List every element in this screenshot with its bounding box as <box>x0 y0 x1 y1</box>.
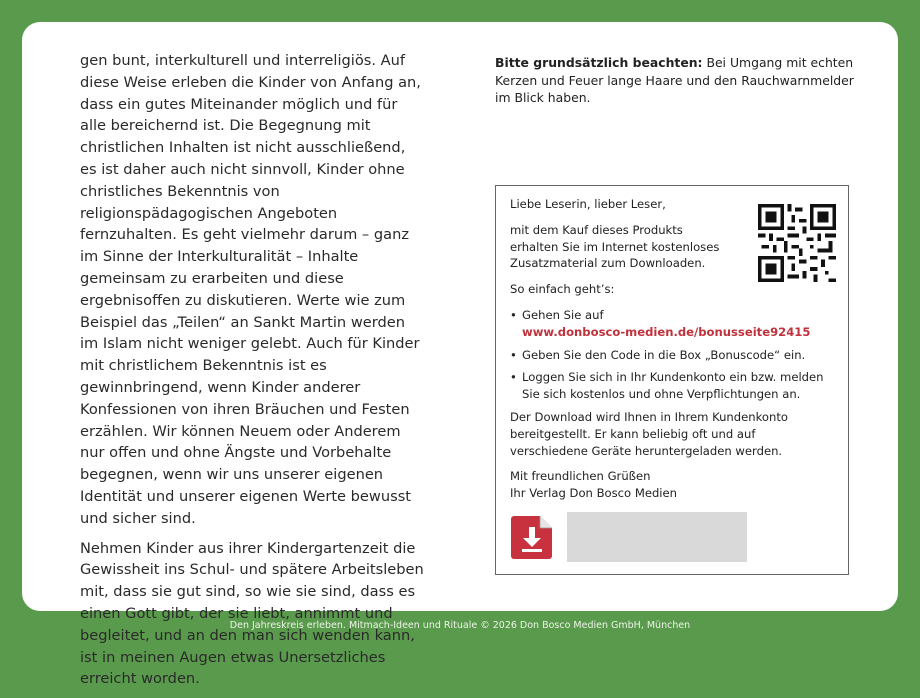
page-footer: Den Jahreskreis erleben. Mitmach-Ideen und Rituale © 2026 Don Bosco Medien GmbH, München <box>229 620 691 631</box>
download-file-icon[interactable] <box>510 514 554 560</box>
list-item <box>510 369 830 403</box>
bonus-url-link[interactable]: www.donbosco-medien.de/bonusseite92415 <box>522 324 811 339</box>
bullet-glyph: • <box>510 307 517 322</box>
intro-text: mit dem Kauf dieses Produkts erhalten Sie im Internet kostenloses Zusatzmaterial zum Downloaden. <box>510 222 720 271</box>
step-text: Loggen Sie sich in Ihr Kundenkonto ein bzw. melden Sie sich kostenlos und ohne Verpflichtungen an. <box>522 370 824 402</box>
info-text: Der Download wird Ihnen in Ihrem Kundenkonto bereitgestellt. Er kann beliebig oft und auf verschiedene Geräte heruntergeladen werden. <box>510 409 789 458</box>
main-text-column <box>80 50 426 698</box>
closing-text: Mit freundlichen Grüßen <box>510 469 651 484</box>
signature-text: Ihr Verlag Don Bosco Medien <box>510 486 678 501</box>
step-text: Geben Sie den Code in die Box „Bonuscode“ ein. <box>522 347 806 362</box>
body-paragraph: Nehmen Kinder aus ihrer Kindergartenzeit die Gewissheit ins Schul- und spätere Arbeitsleben mit, dass sie gut sind, so wie sie sind, dass es einen Gott gibt, der sie liebt, annimmt und begleitet, und an den man sich wenden kann, ist in meinen Augen etwas Unersetzliches erreicht worden. <box>80 539 424 688</box>
body-paragraph: gen bunt, interkulturell und interreligiös. Auf diese Weise erleben die Kinder von Anfang an, dass ein gutes Miteinander möglich und für alle bereichernd ist. Die Begegnung mit christlichen Inhalten ist nicht ausschließend, es ist daher auch nicht sinnvoll, Kinder ohne christliches Bekenntnis von religionspädagogischen Angeboten fernzuhalten. Es geht vielmehr darum – ganz im Sinne der Interkulturalität – Inhalte gemeinsam zu erarbeiten und diese ergebnisoffen zu diskutieren. Werte wie zum Beispiel das „Teilen“ an Sankt Martin werden im Islam nicht weniger gelebt. Auch für Kinder mit christlichem Bekenntnis ist es gewinnbringend, wenn Kinder anderer Konfessionen von ihren Bräuchen und Festen erzählen. Wir können Neuem oder Anderem nur offen und ohne Ängste und Vorbehalte begegnen, wenn wir uns unserer eigenen Identität und unserer eigenen Werte bewusst und sicher sind. <box>80 52 421 527</box>
download-instructions <box>510 196 830 511</box>
howto-heading: So einfach geht’s: <box>510 282 615 297</box>
list-item <box>510 347 830 364</box>
bullet-glyph: • <box>510 370 517 385</box>
safety-note-label: Bitte grundsätzlich beachten: <box>495 55 703 70</box>
step-text: Gehen Sie auf <box>522 307 604 322</box>
download-info-box <box>495 185 849 575</box>
safety-note-text: Bei Umgang mit echten Kerzen und Feuer lange Haare und den Rauchwarnmelder im Blick haben. <box>495 55 854 105</box>
bonus-code-field[interactable] <box>567 512 747 562</box>
steps-list <box>510 307 830 403</box>
safety-note <box>495 54 855 107</box>
greeting-text: Liebe Leserin, lieber Leser, <box>510 197 666 211</box>
bullet-glyph: • <box>510 347 517 362</box>
list-item <box>510 307 830 341</box>
